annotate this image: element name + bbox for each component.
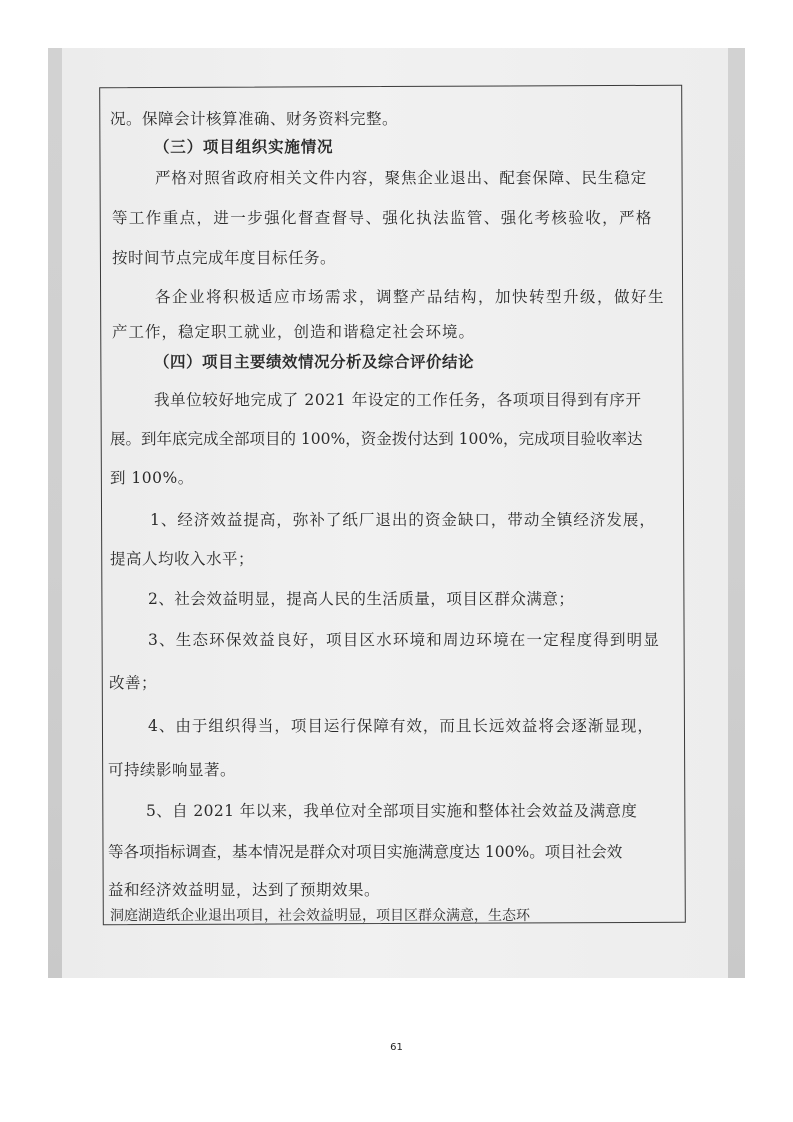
page-number: 61	[390, 1042, 403, 1053]
text-line: 产工作，稳定职工就业，创造和谐稳定社会环境。	[112, 323, 476, 341]
text-line: 展。到年底完成全部项目的 100%，资金拨付达到 100%，完成项目验收率达	[110, 430, 643, 448]
section-heading: （三）项目组织实施情况	[154, 137, 334, 156]
text-line: 等各项指标调查，基本情况是群众对项目实施满意度达 100%。项目社会效	[108, 843, 623, 861]
text-line: 1、经济效益提高，弥补了纸厂退出的资金缺口，带动全镇经济发展，	[150, 511, 656, 529]
text-line: 益和经济效益明显，达到了预期效果。	[108, 881, 381, 899]
text-line: 5、自 2021 年以来，我单位对全部项目实施和整体社会效益及满意度	[146, 802, 638, 820]
text-line: 4、由于组织得当，项目运行保障有效，而且长远效益将会逐渐显现，	[148, 717, 654, 735]
section-heading: （四）项目主要绩效情况分析及综合评价结论	[154, 352, 475, 371]
text-line: 可持续影响显著。	[108, 761, 237, 779]
text-line: 2、社会效益明显，提高人民的生活质量，项目区群众满意；	[148, 590, 575, 608]
text-line: 严格对照省政府相关文件内容，聚焦企业退出、配套保障、民生稳定	[155, 169, 648, 187]
text-line: 洞庭湖造纸企业退出项目，社会效益明显，项目区群众满意，生态环	[110, 908, 530, 924]
text-line: 按时间节点完成年度目标任务。	[112, 249, 337, 267]
text-line: 况。保障会计核算准确、财务资料完整。	[110, 110, 399, 128]
text-line: 到 100%。	[110, 469, 194, 487]
text-line: 提高人均收入水平；	[110, 550, 255, 568]
text-line: 各企业将积极适应市场需求，调整产品结构，加快转型升级，做好生	[155, 288, 666, 306]
text-line: 我单位较好地完成了 2021 年设定的工作任务，各项项目得到有序开	[154, 391, 642, 409]
text-line: 3、生态环保效益良好，项目区水环境和周边环境在一定程度得到明显	[148, 631, 661, 649]
text-line: 等工作重点，进一步强化督查督导、强化执法监管、强化考核验收，严格	[112, 209, 653, 227]
text-line: 改善；	[109, 674, 158, 692]
